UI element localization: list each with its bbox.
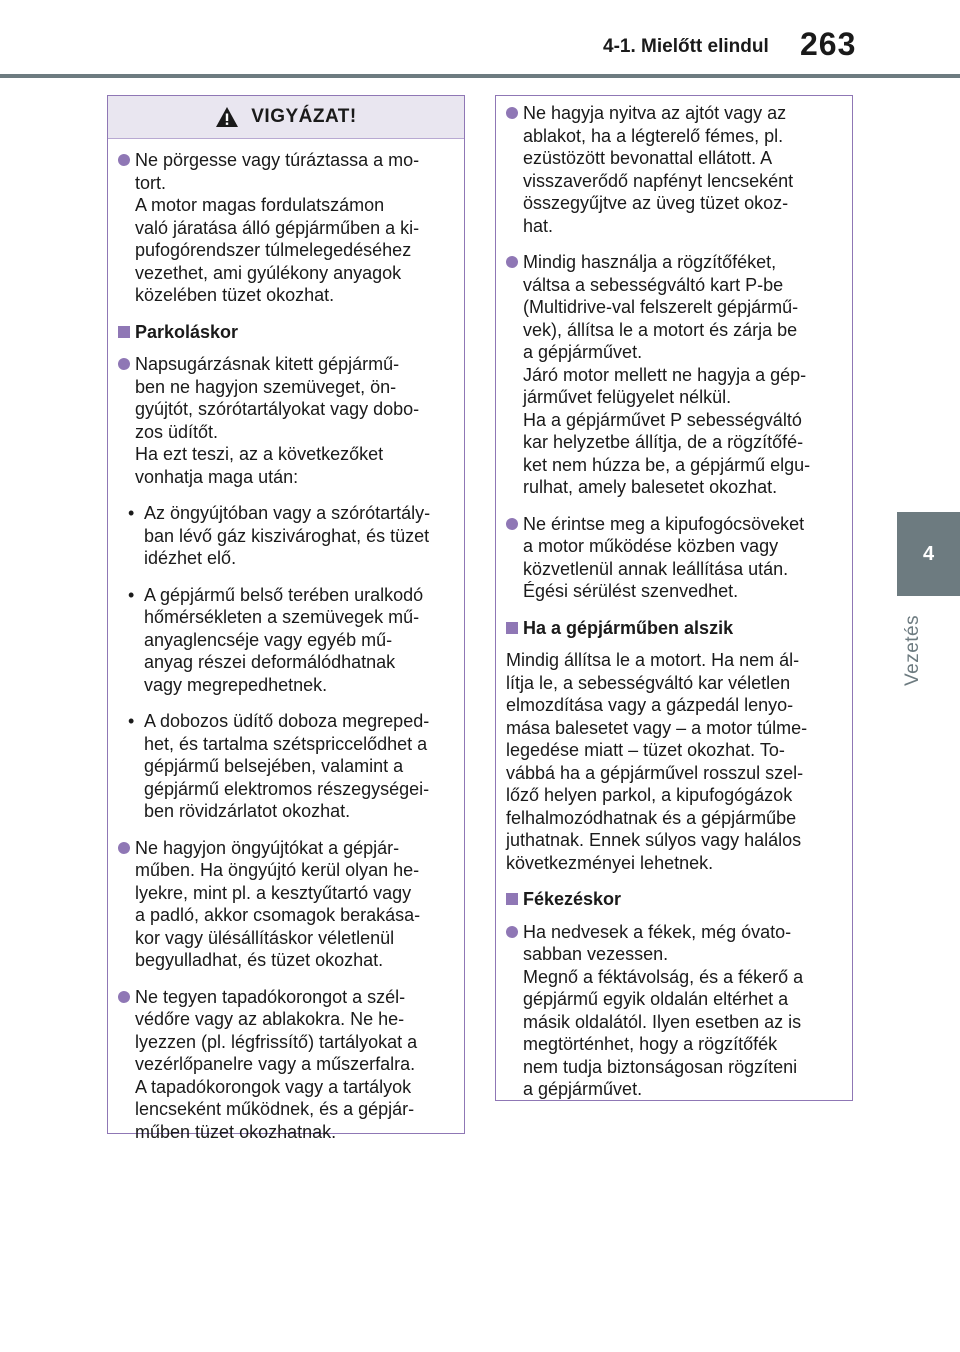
chapter-label: Vezetés — [902, 614, 923, 686]
chapter-number: 4 — [922, 542, 935, 565]
chapter-tab[interactable] — [897, 512, 960, 596]
warning-header — [108, 96, 464, 139]
sub-list-item: • Az öngyújtóban vagy a szórótartály- ban lévő gáz kiszivároghat, és tüzet idézhet elő. — [118, 502, 454, 570]
list-item: Ne pörgesse vagy túráztassa a mo- tort. A motor magas fordulatszámon való járatása álló gépjárműben a ki- pufogórendszer túlmelegedéséhez vezethet, ami gyúlékony anyagok közelében tüzet okozhat. — [118, 149, 454, 307]
page-number: 263 — [800, 26, 857, 62]
list-item: Ne érintse meg a kipufogócsöveket a motor működése közben vagy közvetlenül annak leállítása után. Égési sérülést szenvedhet. — [506, 513, 842, 603]
section-heading-braking: Fékezéskor — [506, 888, 842, 911]
warning-box-right — [495, 95, 853, 1101]
list-item: Ne hagyjon öngyújtókat a gépjár- műben. Ha öngyújtó kerül olyan he- lyekre, mint pl. a kesztyűtartó vagy a padló, akkor csomagok berakása- kor vagy ülésállításkor véletlenül begyulladhat, és tüzet okozhat. — [118, 837, 454, 972]
section-heading-parking: Parkoláskor — [118, 321, 454, 344]
paragraph: Mindig állítsa le a motort. Ha nem ál- lítja le, a sebességváltó kar véletlen elmozdítása vagy a gázpedál lenyo- mása balesetet vagy – a motor túlme- legedése miatt – tüzet okozhat. To- vábbá ha a gépjárművel rosszul szel- lőző helyen parkol, a kipufogógázok felhalmozódhatnak és a gépjárműbe juthatnak. Ennek súlyos vagy halálos következményei lehetnek. — [506, 650, 808, 873]
list-item: Napsugárzásnak kitett gépjármű- ben ne hagyjon szemüveget, ön- gyújtót, szórótartályokat vagy dobo- zos üdítőt. Ha ezt teszi, az a következőket vonhatja maga után: — [118, 353, 454, 488]
header-rule — [0, 74, 960, 78]
warning-triangle-icon — [215, 106, 239, 128]
sub-list-item: • A gépjármű belső terében uralkodó hőmérsékleten a szemüvegek mű- anyaglencséje vagy egyéb mű- anyag részei deformálódhatnak vagy megrepedhetnek. — [118, 584, 454, 697]
list-item: Ne hagyja nyitva az ajtót vagy az ablakot, ha a légterelő fémes, pl. ezüstözött bevonattal ellátott. A visszaverődő napfényt lencseként összegyűjtve az üveg tüzet okoz- hat. — [506, 102, 842, 237]
sub-list-item: • A dobozos üdítő doboza megreped- het, és tartalma szétspriccelődhet a gépjármű belsejében, valamint a gépjármű elektromos részegységei- ben rövidzárlatot okozhat. — [118, 710, 454, 823]
list-item: Ne tegyen tapadókorongot a szél- védőre vagy az ablakokra. Ne he- lyezzen (pl. légfrissítő) tartályokat a vezérlőpanelre vagy a műszerfalra. A tapadókorongok vagy a tartályok lencseként működnek, és a gépjár- műben tüzet okozhatnak. — [118, 986, 454, 1144]
list-item: Ha nedvesek a fékek, még óvato- sabban vezessen. Megnő a féktávolság, és a fékerő a gépjármű egyik oldalán eltérhet a másik oldalától. Ilyen esetben az is megtörténhet, hogy a rögzítőfék nem tudja biztonságosan rögzíteni a gépjárművet. — [506, 921, 842, 1101]
section-title: 4-1. Mielőtt elindul — [603, 36, 769, 57]
list-item: Mindig használja a rögzítőféket, váltsa a sebességváltó kart P-be (Multidrive-val felszerelt gépjármű- vek), állítsa le a motort és zárja be a gépjárművet. Járó motor mellett ne hagyja a gép- járművet felügyelet nélkül. Ha a gépjárművet P sebességváltó kar helyzetbe állítja, de a rögzítőfé- ket nem húzza be, a gépjármű elgu- rulhat, amely balesetet okozhat. — [506, 251, 842, 499]
section-heading-sleep: Ha a gépjárműben alszik — [506, 617, 842, 640]
warning-box-left — [107, 95, 465, 1142]
warning-title: VIGYÁZAT! — [251, 106, 357, 127]
